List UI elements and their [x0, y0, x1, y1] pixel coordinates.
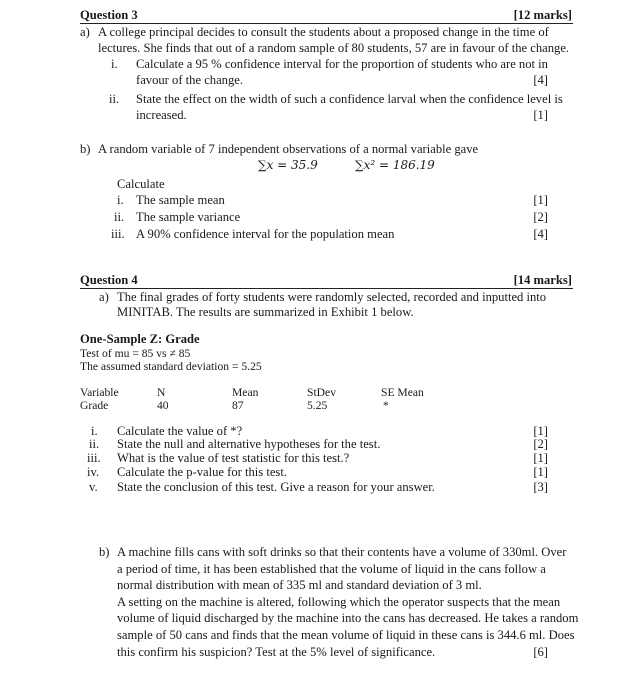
q3a-line1: A college principal decides to consult the students about a proposed change in the time of [98, 25, 549, 39]
q3b-sum-x2: ∑x² = 186.19 [355, 158, 435, 172]
q4b-line: volume of liquid discharged by the machine into the cans has decreased. He takes a random [117, 611, 579, 625]
q4-item-text: Calculate the value of *? [117, 424, 243, 438]
q3a-i-num: i. [111, 57, 118, 71]
q3b-item-num: ii. [114, 210, 125, 224]
exhibit-header: Variable [80, 386, 119, 399]
q4a-line1: The final grades of forty students were randomly selected, recorded and inputted into [117, 290, 547, 304]
q3a-i-line1: Calculate a 95 % confidence interval for the proportion of students who are not in [136, 57, 548, 71]
q4-heading: Question 4 [80, 273, 138, 287]
q3b-item-mark: [4] [533, 227, 548, 241]
q4b-mark: [6] [533, 645, 548, 659]
q3-underline [80, 23, 573, 24]
q3a-i-mark: [4] [533, 73, 548, 87]
q3a-ii-line2: increased. [136, 108, 187, 122]
q4b-line: normal distribution with mean of 335 ml and standard deviation of 3 ml. [117, 578, 482, 592]
q4-underline [80, 288, 573, 289]
q4-item-num: i. [91, 424, 98, 438]
q4a-line2: MINITAB. The results are summarized in Exhibit 1 below. [117, 305, 414, 319]
q4-item-text: What is the value of test statistic for this test.? [117, 451, 350, 465]
q4b-line: A setting on the machine is altered, following which the operator suspects that the mean [117, 595, 561, 609]
q3a-line2: lectures. She finds that out of a random sample of 80 students, 57 are in favour of the change. [98, 41, 570, 55]
exhibit-title: One-Sample Z: Grade [80, 332, 200, 346]
q4a-label: a) [99, 290, 109, 304]
exhibit-header: SE Mean [381, 386, 424, 399]
q3a-ii-line1: State the effect on the width of such a confidence larval when the confidence level is [136, 92, 563, 106]
q3a-ii-mark: [1] [533, 108, 548, 122]
exhibit-cell: Grade [80, 399, 109, 412]
q4-item-text: Calculate the p-value for this test. [117, 465, 287, 479]
exhibit-sd: The assumed standard deviation = 5.25 [80, 360, 262, 373]
q3-marks: [12 marks] [513, 8, 572, 22]
q3b-label: b) [80, 142, 91, 156]
q3b-item-mark: [1] [533, 193, 548, 207]
exhibit-header: N [157, 386, 166, 399]
exhibit-header: Mean [232, 386, 259, 399]
q3-heading: Question 3 [80, 8, 138, 22]
q3b-item-mark: [2] [533, 210, 548, 224]
q4b-label: b) [99, 545, 110, 559]
q3b-intro: A random variable of 7 independent observations of a normal variable gave [98, 142, 479, 156]
q3b-sum-x: ∑x = 35.9 [258, 158, 318, 172]
q4-item-text: State the conclusion of this test. Give a reason for your answer. [117, 480, 435, 494]
exhibit-cell: 87 [232, 399, 244, 412]
q4-item-num: iii. [87, 451, 101, 465]
exhibit-cell: * [383, 399, 389, 412]
exhibit-cell: 40 [157, 399, 169, 412]
q3b-item-text: The sample mean [136, 193, 225, 207]
q4-item-mark: [2] [533, 437, 548, 451]
q3b-item-text: A 90% confidence interval for the population mean [136, 227, 395, 241]
q4b-line: A machine fills cans with soft drinks so that their contents have a volume of 330ml. Over [117, 545, 567, 559]
q4b-line: sample of 50 cans and finds that the mean volume of liquid in these cans is 344.6 ml. Does [117, 628, 575, 642]
q4-item-mark: [3] [533, 480, 548, 494]
q3a-ii-num: ii. [109, 92, 120, 106]
exhibit-test: Test of mu = 85 vs ≠ 85 [80, 347, 191, 360]
q3b-item-num: iii. [111, 227, 125, 241]
q4-item-mark: [1] [533, 424, 548, 438]
q3b-calculate: Calculate [117, 177, 165, 191]
q3a-i-line2: favour of the change. [136, 73, 243, 87]
exhibit-cell: 5.25 [307, 399, 328, 412]
q4-item-text: State the null and alternative hypotheses for the test. [117, 437, 381, 451]
q4-item-num: ii. [89, 437, 100, 451]
q4-item-mark: [1] [533, 465, 548, 479]
q4b-line: a period of time, it has been established that the volume of liquid in the cans follow a [117, 562, 546, 576]
q4-item-mark: [1] [533, 451, 548, 465]
q3b-item-num: i. [117, 193, 124, 207]
q4-item-num: v. [89, 480, 98, 494]
q4-item-num: iv. [87, 465, 100, 479]
q4-marks: [14 marks] [513, 273, 572, 287]
q3b-item-text: The sample variance [136, 210, 241, 224]
exhibit-header: StDev [307, 386, 336, 399]
q4b-line: this confirm his suspicion? Test at the 5% level of significance. [117, 645, 436, 659]
q3a-label: a) [80, 25, 90, 39]
